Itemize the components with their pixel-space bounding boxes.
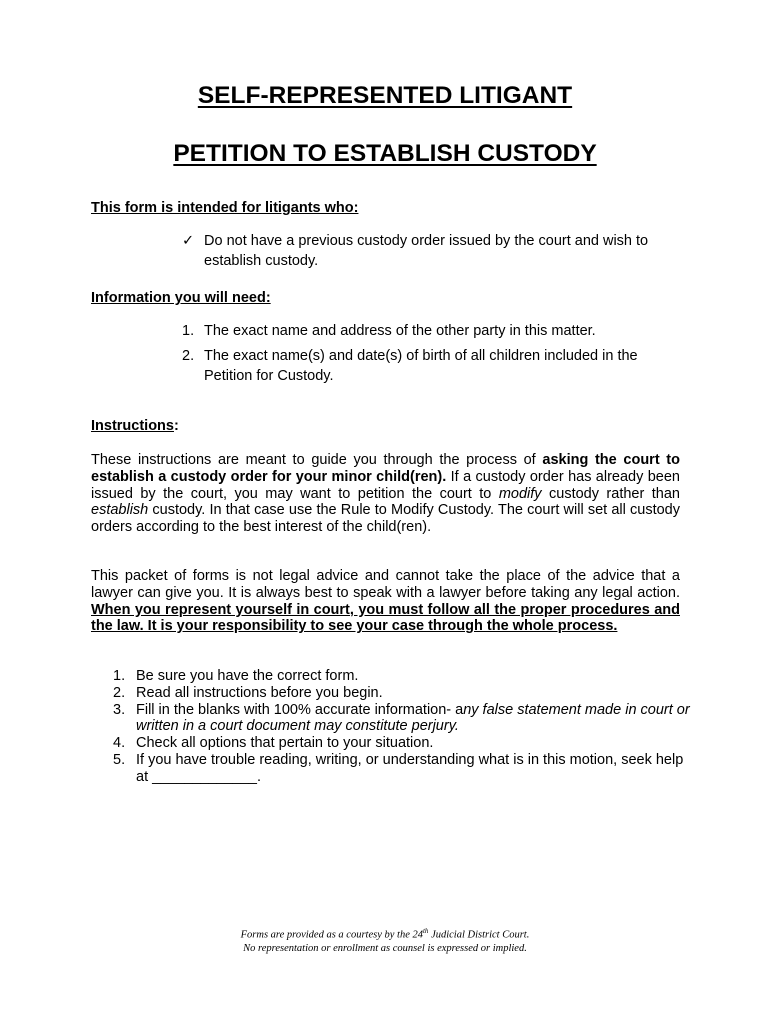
p1-text-bold: asking the court to establish a custody order for your minor child(ren).: [91, 452, 680, 485]
p2-text-bold-underline: When you represent yourself in court, you must follow all the proper procedures and the law. It is your responsibility to see your case through the whole process.: [91, 601, 680, 635]
instructions-heading: [91, 418, 179, 434]
p1-text-a: These instructions are meant to guide you through the process of: [91, 452, 543, 468]
p2-text-a: This packet of forms is not legal advice and cannot take the place of the advice that a lawyer can give you. It is always best to speak with a lawyer before taking any legal action.: [91, 568, 680, 601]
p1-text-e: custody rather than: [541, 485, 680, 502]
document-title-line2: PETITION TO ESTABLISH CUSTODY: [173, 140, 597, 167]
footer-line-2: No representation or enrollment as counsel is expressed or implied.: [243, 942, 527, 954]
step-text: Be sure you have the correct form.: [136, 668, 359, 684]
instructions-heading-colon: :: [173, 418, 179, 434]
info-item-text: The exact name(s) and date(s) of birth of all children included in the Petition for Custody.: [204, 348, 638, 384]
instructions-steps: [113, 668, 696, 786]
document-title-line1: SELF-REPRESENTED LITIGANT: [197, 82, 573, 109]
p1-text-modify: modify: [498, 485, 542, 502]
intended-heading: This form is intended for litigants who:: [91, 200, 359, 216]
step-number: 4.: [113, 735, 126, 752]
info-item-text: The exact name and address of the other party in this matter.: [204, 323, 596, 339]
instructions-heading-text: Instructions: [91, 418, 174, 434]
step-number: 3.: [113, 701, 126, 718]
list-item: [113, 701, 696, 736]
step-text: Read all instructions before you begin.: [136, 684, 383, 701]
p1-text-establish: establish: [91, 502, 149, 519]
list-item: [113, 735, 696, 752]
step-number: 1.: [113, 668, 126, 684]
intended-item-text: Do not have a previous custody order issued by the court and wish to establish custody.: [204, 233, 649, 269]
footer-text-b: Judicial District Court.: [428, 929, 530, 941]
p1-text-c: If a custody order has already been issued by the court, you may want to petition the court to: [91, 468, 680, 502]
info-item-2: [182, 347, 684, 386]
list-item: [113, 751, 696, 786]
instructions-paragraph-1: [91, 452, 680, 536]
step-number: 5.: [113, 751, 126, 768]
intended-item: [182, 232, 684, 271]
check-mark-icon: ✓: [182, 233, 195, 249]
step-text: If you have trouble reading, writing, or understanding what is in this motion, seek help at _____________.: [136, 751, 684, 785]
info-heading: Information you will need:: [91, 290, 271, 306]
info-item-number: 1.: [182, 323, 195, 339]
info-item-1: [182, 322, 684, 342]
step-number: 2.: [113, 684, 126, 701]
footer-sup: th: [422, 927, 429, 935]
list-item: [113, 684, 696, 702]
step-text: Check all options that pertain to your situation.: [136, 735, 434, 752]
page-footer: [0, 925, 770, 955]
step-text-italic: ny false statement made in court or written in a court document may constitute perjury.: [136, 701, 690, 735]
footer-line-1: [0, 925, 770, 942]
step-text: Fill in the blanks with 100% accurate information- a: [136, 701, 464, 718]
info-item-number: 2.: [182, 348, 195, 364]
instructions-paragraph-2: [91, 568, 680, 635]
p1-text-g: custody. In that case use the Rule to Modify Custody. The court will set all custody orders according to the best interest of the child(ren).: [91, 502, 680, 536]
footer-text-a: Forms are provided as a courtesy by the 24: [240, 929, 423, 941]
list-item: [113, 668, 696, 685]
